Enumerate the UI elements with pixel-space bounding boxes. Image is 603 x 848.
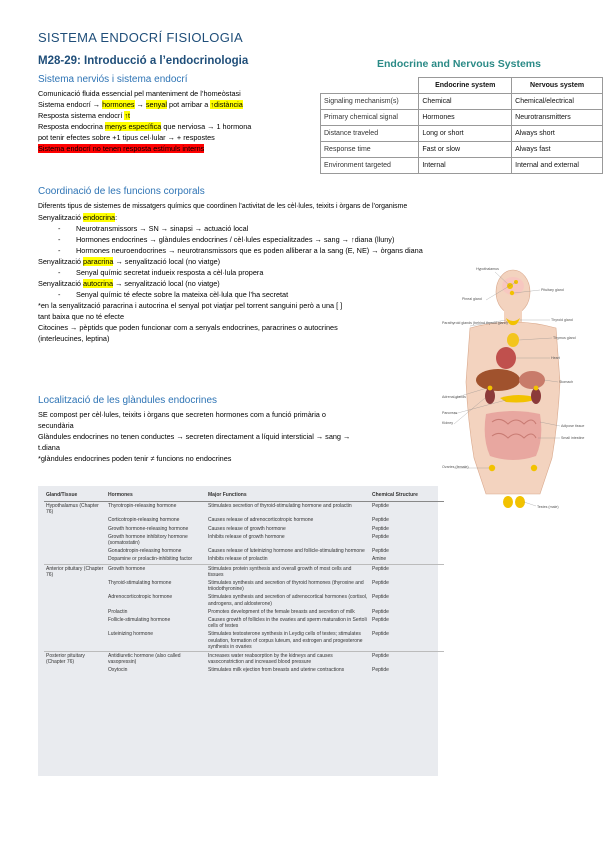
table-cell-hormone: Prolactin [108, 608, 128, 615]
table-cell-gland: Hypothalamus (Chapter 76) [46, 503, 99, 516]
text-line: t.diana [38, 443, 60, 452]
text-line: Resposta endocrina menys específica que nerviosa → 1 hormona [38, 122, 252, 131]
table-cell-function: Stimulates synthesis and secretion of adrenocortical hormones (cortisol, androgens, and aldosterone) [208, 594, 368, 607]
pituitary-mark [510, 291, 514, 295]
text-line: secundària [38, 421, 74, 430]
table-row [44, 564, 444, 579]
section3-body [38, 409, 438, 464]
section-title-gland-location: Localització de les glàndules endocrines [38, 395, 218, 406]
table-cell-structure: Peptide [372, 608, 389, 615]
text-line: SE compost per cèl·lules, teixits i òrgans que secreten hormones com a funció primària o [38, 410, 326, 419]
adrenal-left-mark [488, 386, 493, 391]
table-row [44, 502, 444, 517]
table-cell-function: Stimulates milk ejection from breasts and uterine contractions [208, 667, 345, 674]
table-cell-gland [44, 579, 106, 593]
bullet-item: - Neurotransmissors → SN → sinapsi → actuació local [38, 223, 440, 234]
text-line: Comunicació fluida essencial pel manteniment de l’homeòstasi [38, 89, 241, 98]
comparison-table [320, 77, 603, 174]
table-cell-gland [44, 608, 106, 616]
table-cell-gland [44, 630, 106, 651]
table-cell-gland: Anterior pituitary (Chapter 76) [44, 564, 106, 579]
table-cell-hormone: Adrenocorticotropic hormone [108, 594, 173, 601]
table-cell-gland [44, 516, 106, 524]
section2-body [38, 201, 440, 344]
column-header: Nervous system [512, 78, 603, 94]
endocrine-glands-diagram [440, 262, 590, 514]
column-header: Chemical Structure [370, 492, 444, 502]
table-row: Response time Fast or slow Always fast [321, 142, 603, 158]
text-line: pot tenir efectes sobre +1 tipus cel·lular → + respostes [38, 133, 215, 142]
label-pituitary: Pituitary gland [541, 288, 564, 292]
highlight: ↑t [124, 111, 131, 120]
table-header-row [44, 492, 444, 502]
table-row: Signaling mechanism(s) Chemical Chemical/electrical [321, 94, 603, 110]
table-cell-gland [44, 593, 106, 607]
table-row [44, 516, 444, 524]
table-cell-hormone: Oxytocin [108, 667, 128, 674]
table-row [44, 608, 444, 616]
label-adrenal: Adrenal glands [442, 395, 466, 399]
table-cell-gland: Posterior pituitary (Chapter 76) [44, 652, 106, 667]
table-row [44, 525, 444, 533]
text-line: tant baixa que no té efecte [38, 312, 125, 321]
heart-mark [496, 347, 516, 369]
adrenal-right-mark [534, 386, 539, 391]
table-cell-function: Causes growth of follicles in the ovaries and sperm maturation in Sertoli cells of testes [208, 617, 367, 630]
table-cell-function: Increases water reabsorption by the kidneys and causes vasoconstriction and increased blood pressure [206, 652, 370, 667]
section1-body [38, 88, 313, 154]
section-title-coordination: Coordinació de les funcions corporals [38, 186, 205, 197]
table-cell-gland [44, 547, 106, 555]
bullet-item: - Senyal químic secretat indueix resposta a cèl·lula propera [38, 267, 440, 278]
thymus-mark [507, 333, 519, 347]
table-cell-hormone: Follicle-stimulating hormone [108, 617, 171, 624]
table-cell-structure: Peptide [372, 667, 389, 674]
table-cell-function: Causes release of growth hormone [208, 525, 286, 532]
empty-header [321, 78, 419, 94]
table-cell-structure: Peptide [372, 533, 389, 540]
label-thyroid: Thyroid gland [551, 318, 573, 322]
column-header: Major Functions [206, 492, 370, 502]
table-cell-hormone: Corticotropin-releasing hormone [108, 517, 180, 524]
table-cell-function: Stimulates secretion of thyroid-stimulating hormone and prolactin [208, 503, 352, 509]
table-cell-structure: Peptide [372, 525, 389, 532]
ovary-left-mark [489, 465, 495, 471]
comparison-title: Endocrine and Nervous Systems [377, 58, 541, 70]
table-cell-structure: Peptide [372, 517, 389, 524]
label-hypothalamus: Hypothalamus [476, 267, 499, 271]
highlight-red: Sistema endocrí no tenen resposta estímuls interns [38, 144, 205, 153]
highlight: paracrina [83, 257, 114, 266]
text-line: Glàndules endocrines no tenen conductes → secreten directament a líquid intersticial → sang → [38, 432, 351, 441]
table-row [44, 616, 444, 630]
testis-right-mark [515, 496, 525, 508]
text-line: Senyalització paracrina → senyalització local (no viatge) [38, 257, 221, 266]
table-cell-structure: Peptide [372, 503, 389, 509]
highlight: endocrina [83, 213, 116, 222]
table-cell-gland [44, 666, 106, 674]
text-line: Resposta sistema endocrí ↑t [38, 111, 131, 120]
table-cell-function: Stimulates synthesis and secretion of thyroid hormones (thyroxine and triiodothyronine) [208, 580, 364, 593]
hormone-table [44, 492, 444, 675]
label-stomach: Stomach [559, 380, 574, 384]
highlight: autocrina [83, 279, 114, 288]
testis-left-mark [503, 496, 513, 508]
highlight: hormones [102, 100, 135, 109]
table-cell-function: Inhibits release of growth hormone [208, 533, 285, 540]
table-cell-function: Promotes development of the female breasts and secretion of milk [208, 608, 355, 615]
table-header-row [321, 78, 603, 94]
table-cell-function: Stimulates testosterone synthesis in Leydig cells of testes; stimulates ovulation, formation of corpus luteum, and estrogen and progesterone synthesis in ovaries [208, 631, 363, 650]
page-title: SISTEMA ENDOCRÍ FISIOLOGIA [38, 30, 244, 45]
table-cell-hormone: Growth hormone-releasing hormone [108, 525, 189, 532]
table-row [44, 547, 444, 555]
text-line: Diferents tipus de sistemes de missatgers químics que coordinen l’activitat de les cèl·lules, teixits i òrgans de l’organisme [38, 203, 408, 210]
table-row [44, 533, 444, 547]
table-cell-gland [44, 525, 106, 533]
label-thymus: Thymus gland [553, 336, 576, 340]
label-testes: Testes (male) [537, 505, 559, 509]
table-cell-function: Stimulates protein synthesis and overall growth of most cells and tissues [206, 564, 370, 579]
label-parathyroid: Parathyroid glands (behind thyroid gland) [442, 321, 508, 325]
table-row: Environment targeted Internal Internal and external [321, 158, 603, 174]
table-row: Primary chemical signal Hormones Neurotransmitters [321, 110, 603, 126]
text-line: *glàndules endocrines poden tenir ≠ funcions no endocrines [38, 454, 232, 463]
table-cell-structure: Amine [372, 556, 387, 563]
stomach-mark [519, 371, 545, 389]
text-line: Senyalització endocrina: [38, 213, 118, 222]
label-pineal: Pineal gland [462, 297, 482, 301]
highlight: senyal [145, 100, 167, 109]
column-header: Gland/Tissue [44, 492, 106, 502]
label-heart: Heart [551, 356, 560, 360]
table-cell-structure: Peptide [372, 631, 389, 638]
text-line: *en la senyalització paracrina i autocrina el senyal pot viatjar pel torrent sanguini però a una [ ] [38, 301, 343, 310]
table-cell-hormone: Thyrotropin-releasing hormone [108, 503, 177, 509]
table-cell-hormone: Growth hormone [106, 564, 206, 579]
column-header: Endocrine system [419, 78, 512, 94]
module-title: M28-29: Introducció a l’endocrinologia [38, 55, 249, 67]
liver-mark [476, 369, 520, 391]
table-cell-hormone: Gonadotropin-releasing hormone [108, 548, 182, 555]
table-cell-function: Causes release of adrenocorticotropic hormone [208, 517, 314, 524]
label-kidney: Kidney [442, 421, 453, 425]
bullet-item: - Senyal químic té efecte sobre la mateixa cèl·lula que l’ha secretat [38, 289, 440, 300]
table-cell-hormone: Growth hormone inhibitory hormone (somatostatin) [108, 533, 188, 547]
table-cell-structure: Peptide [372, 594, 389, 601]
label-pancreas: Pancreas [442, 411, 458, 415]
table-row [44, 555, 444, 564]
highlight: menys específica [104, 122, 162, 131]
table-cell-structure: Peptide [370, 564, 444, 579]
table-cell-structure: Peptide [372, 580, 389, 587]
table-row [44, 579, 444, 593]
text-line: Senyalització autocrina → senyalització local (no viatge) [38, 279, 220, 288]
table-cell-structure: Peptide [370, 652, 444, 667]
table-cell-gland [44, 616, 106, 630]
ovary-right-mark [531, 465, 537, 471]
bullet-item: - Hormones neuroendocrines → neurotransmissors que es poden alliberar a la sang (E, NE) → òrgans diana [38, 245, 440, 256]
table-cell-function: Causes release of luteinizing hormone and follicle-stimulating hormone [208, 548, 365, 555]
label-adipose: Adipose tissue [561, 424, 585, 428]
column-header: Hormones [106, 492, 206, 502]
table-cell-gland [44, 533, 106, 547]
bullet-item: - Hormones endocrines → glàndules endocrines / cèl·lules especialitzades → sang → ↑diana (lluny) [38, 234, 440, 245]
table-row [44, 630, 444, 651]
section-title-nervous-endocrine: Sistema nerviós i sistema endocrí [38, 74, 188, 85]
table-cell-structure: Peptide [372, 548, 389, 555]
table-row [44, 666, 444, 674]
label-ovaries: Ovaries (female) [442, 465, 469, 469]
highlight: ↑distància [210, 100, 243, 109]
table-cell-hormone: Thyroid-stimulating hormone [108, 580, 172, 587]
text-line: Citocines → pèptids que poden funcionar com a senyals endocrines, paracrines o autocrines [38, 323, 338, 332]
table-cell-hormone: Dopamine or prolactin-inhibiting factor [108, 556, 193, 563]
text-line: (interleucines, leptina) [38, 334, 110, 343]
table-cell-hormone: Luteinizing hormone [108, 631, 154, 638]
table-cell-function: Inhibits release of prolactin [208, 556, 268, 563]
table-cell-structure: Peptide [372, 617, 389, 624]
text-line: Sistema endocrí → hormones → senyal pot arribar a ↑distància [38, 100, 243, 109]
torso-shape [466, 322, 560, 494]
text-line [38, 143, 313, 154]
table-row: Distance traveled Long or short Always short [321, 126, 603, 142]
label-intestine: Small intestine [561, 436, 585, 440]
table-cell-hormone: Antidiuretic hormone (also called vasopressin) [106, 652, 206, 667]
table-row [44, 652, 444, 667]
table-cell-gland [44, 555, 106, 564]
table-row [44, 593, 444, 607]
